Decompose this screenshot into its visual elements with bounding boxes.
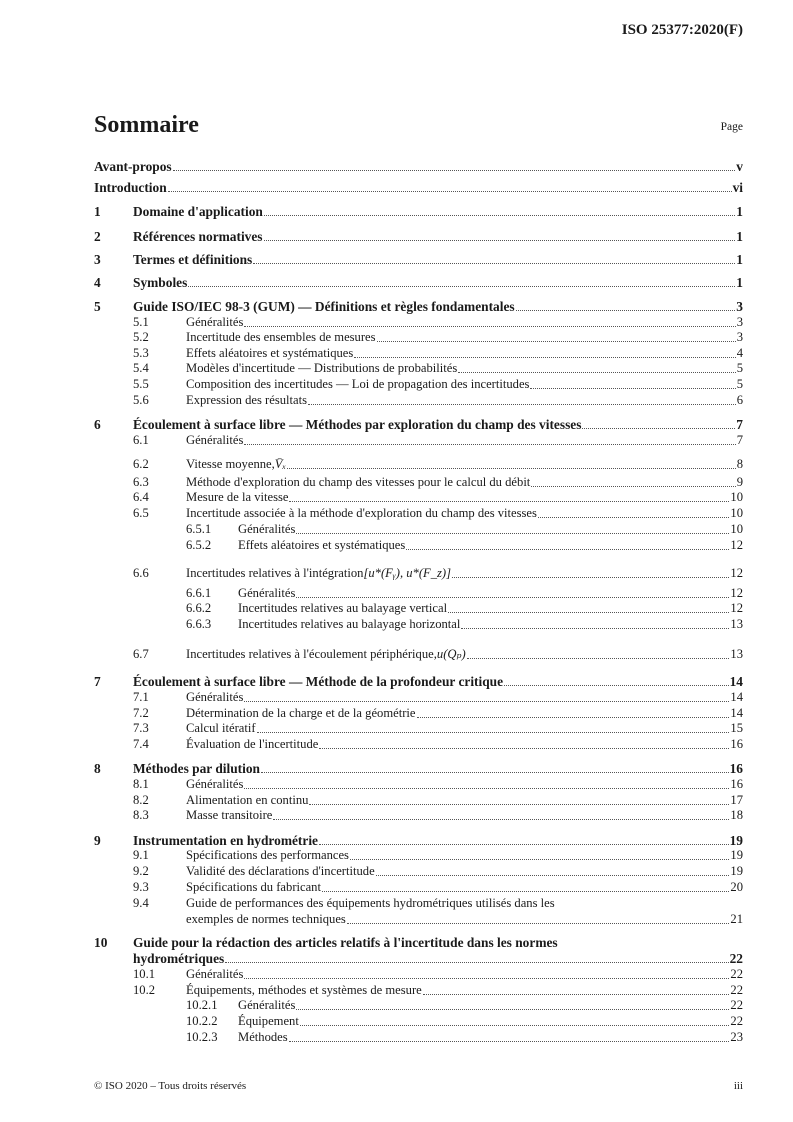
toc-entry-title: Validité des déclarations d'incertitude [186,864,375,878]
toc-entry-number: 7.3 [133,721,149,735]
toc-entry-page: 5 [736,361,743,375]
toc-entry-formula: V̄ₓ [274,457,287,471]
toc-entry-title: Termes et définitions [133,252,253,267]
toc-entry-number: 10.2.2 [186,1014,218,1028]
leader-dots [530,388,735,389]
toc-entry-number: 7 [94,674,101,689]
toc-entry-title: exemples de normes techniques [186,912,346,926]
toc-entry-number: 8.3 [133,808,149,822]
toc-entry-number: 9 [94,833,101,848]
leader-dots [377,341,736,342]
toc-entry-title: Symboles [133,275,188,290]
toc-entry-page: 18 [730,808,743,822]
toc-entry-page: 9 [736,475,743,489]
toc-entry-page: 19 [729,833,743,848]
toc-entry-number: 2 [94,229,101,244]
toc-entry-title: Généralités [238,998,296,1012]
toc-entry-title: Domaine d'application [133,204,263,219]
toc-entry-title: Évaluation de l'incertitude [186,737,319,751]
toc-entry-number: 8 [94,761,101,776]
toc-entry-number: 5.3 [133,346,149,360]
leader-dots [244,326,735,327]
toc-entry-number: 6.7 [133,647,149,661]
leader-dots [309,804,729,805]
leader-dots [350,859,729,860]
toc-entry-title: Généralités [186,690,244,704]
toc-entry-page: 10 [730,506,743,520]
toc-entry-title: Expression des résultats [186,393,308,407]
leader-dots [296,533,729,534]
toc-entry-number: 1 [94,204,101,219]
leader-dots [347,923,730,924]
toc-entry-page: 22 [730,983,743,997]
toc-entry-title: Méthode d'exploration du champ des vitesses pour le calcul du débit [186,475,531,489]
toc-entry-number: 5.4 [133,361,149,375]
toc-entry-number: 10 [94,935,108,950]
toc-entry-title: Vitesse moyenne, [186,457,275,471]
toc-entry-page: 8 [736,457,743,471]
toc-entry-page: 1 [736,229,743,244]
toc-entry-page: 14 [730,706,743,720]
toc-entry-page: 5 [736,377,743,391]
toc-entry-number: 6.1 [133,433,149,447]
toc-entry-formula: [u*(Fᵧ), u*(F_z)] [363,566,452,580]
toc-entry-title: Écoulement à surface libre — Méthode de la profondeur critique [133,674,504,689]
toc-entry-number: 6.6 [133,566,149,580]
leader-dots [264,215,735,216]
toc-entry-title: Calcul itératif [186,721,256,735]
toc-entry-page: 16 [730,777,743,791]
toc-entry-number: 4 [94,275,101,290]
toc-entry-page: 1 [736,204,743,219]
toc-entry-title: Incertitudes relatives à l'intégration [186,566,364,580]
toc-entry-title: Masse transitoire [186,808,273,822]
toc-entry-number: 3 [94,252,101,267]
toc-entry-title: Équipements, méthodes et systèmes de mesure [186,983,422,997]
toc-entry-page: 12 [730,566,743,580]
leader-dots [244,978,729,979]
toc-entry-page: 12 [730,586,743,600]
toc-entry-page: 15 [730,721,743,735]
toc-entry-number: 10.2.3 [186,1030,218,1044]
toc-entry-page: 10 [730,490,743,504]
toc-entry-page: 10 [730,522,743,536]
toc-entry-number: 10.2 [133,983,156,997]
toc-entry-number: 10.2.1 [186,998,218,1012]
toc-entry-page: v [736,159,743,174]
toc-entry-title: Composition des incertitudes — Loi de propagation des incertitudes [186,377,530,391]
toc-entry-title: Incertitude des ensembles de mesures [186,330,376,344]
toc-entry-number: 6.5.2 [186,538,212,552]
toc-entry-page: 19 [730,848,743,862]
toc-entry-number: 5 [94,299,101,314]
toc-entry-title: Spécifications des performances [186,848,349,862]
toc-entry-page: 22 [730,1014,743,1028]
toc-entry-title: Généralités [238,586,296,600]
leader-dots [264,240,736,241]
toc-entry-number: 6.6.2 [186,601,212,615]
toc-entry-number: 9.3 [133,880,149,894]
leader-dots [504,685,729,686]
leader-dots [376,875,730,876]
footer-copyright: © ISO 2020 – Tous droits réservés [94,1080,247,1092]
toc-entry-title: Généralités [186,967,244,981]
leader-dots [322,891,729,892]
toc-entry-number: 9.4 [133,896,149,910]
leader-dots [296,1009,729,1010]
footer-page-number: iii [733,1080,743,1092]
toc-entry-number: 9.1 [133,848,149,862]
toc-entry-number: 5.1 [133,315,149,329]
leader-dots [582,428,735,429]
toc-entry-page: 13 [730,647,743,661]
toc-entry-title: Incertitudes relatives au balayage vertical [238,601,448,615]
leader-dots [168,191,732,192]
toc-entry-title: Effets aléatoires et systématiques [238,538,406,552]
toc-entry-page: 14 [729,674,743,689]
toc-entry-number: 10.1 [133,967,156,981]
toc-entry-page: 3 [736,299,743,314]
leader-dots [173,170,736,171]
toc-entry-title: Alimentation en continu [186,793,309,807]
toc-entry-formula: u(Qₚ) [436,647,466,661]
toc-entry-title: Généralités [238,522,296,536]
page-title: Sommaire [94,112,199,138]
toc-entry-title: Effets aléatoires et systématiques [186,346,354,360]
toc-entry-title: Incertitudes relatives au balayage horizontal [238,617,461,631]
toc-entry-page: 13 [730,617,743,631]
toc-entry-page: 23 [730,1030,743,1044]
leader-dots [538,517,729,518]
toc-entry-page: 22 [729,951,743,966]
leader-dots [452,577,729,578]
toc-entry-title: Guide ISO/IEC 98-3 (GUM) — Définitions et règles fondamentales [133,299,515,314]
leader-dots [319,844,729,845]
leader-dots [516,310,736,311]
toc-entry-title: Méthodes par dilution [133,761,260,776]
toc-entry-title: Modèles d'incertitude — Distributions de probabilités [186,361,458,375]
leader-dots [188,286,735,287]
toc-entry-number: 5.5 [133,377,149,391]
toc-entry-page: 22 [730,998,743,1012]
toc-entry-page: 1 [736,275,743,290]
leader-dots [289,501,729,502]
toc-entry-title: Détermination de la charge et de la géométrie [186,706,416,720]
leader-dots [467,658,730,659]
toc-entry-number: 6.5 [133,506,149,520]
toc-entry-number: 6.6.3 [186,617,212,631]
toc-entry-page: 1 [736,252,743,267]
toc-entry-title: Généralités [186,777,244,791]
toc-entry-title: Avant-propos [94,159,172,174]
leader-dots [244,444,735,445]
toc-entry-number: 5.6 [133,393,149,407]
leader-dots [531,486,735,487]
leader-dots [458,372,735,373]
toc-entry-number: 7.4 [133,737,149,751]
toc-entry-title: Mesure de la vitesse [186,490,289,504]
toc-entry-page: 22 [730,967,743,981]
toc-entry-page: 3 [736,315,743,329]
leader-dots [244,701,729,702]
leader-dots [319,748,729,749]
toc-entry-number: 6.4 [133,490,149,504]
document-header: ISO 25377:2020(F) [621,22,743,38]
leader-dots [244,788,729,789]
toc-entry-title: Écoulement à surface libre — Méthodes par exploration du champ des vitesses [133,417,582,432]
leader-dots [289,1041,730,1042]
toc-entry-page: 7 [736,417,743,432]
toc-entry-page: 6 [736,393,743,407]
toc-entry-number: 7.2 [133,706,149,720]
leader-dots [273,819,729,820]
leader-dots [261,772,729,773]
toc-entry-number: 6.2 [133,457,149,471]
toc-entry-page: 12 [730,601,743,615]
toc-entry-page: 7 [736,433,743,447]
toc-entry-page: 16 [730,737,743,751]
toc-entry-title: Généralités [186,315,244,329]
leader-dots [225,962,728,963]
toc-entry-page: vi [732,180,743,195]
toc-entry-page: 4 [736,346,743,360]
leader-dots [296,597,729,598]
toc-entry-number: 7.1 [133,690,149,704]
toc-entry-number: 5.2 [133,330,149,344]
leader-dots [448,612,729,613]
leader-dots [253,263,735,264]
toc-entry-page: 14 [730,690,743,704]
toc-entry-page: 12 [730,538,743,552]
leader-dots [354,357,735,358]
toc-entry-title: Incertitude associée à la méthode d'exploration du champ des vitesses [186,506,537,520]
toc-entry-title: Spécifications du fabricant [186,880,321,894]
leader-dots [406,549,729,550]
toc-entry-number: 9.2 [133,864,149,878]
toc-entry-number: 6 [94,417,101,432]
toc-entry-title: Équipement [238,1014,299,1028]
leader-dots [257,732,730,733]
leader-dots [423,994,730,995]
toc-entry-title: Introduction [94,180,167,195]
toc-entry-number: 8.1 [133,777,149,791]
toc-entry-title: Méthodes [238,1030,288,1044]
toc-entry-title-line1: Guide de performances des équipements hydrométriques utilisés dans les [186,896,555,910]
toc-entry-number: 6.3 [133,475,149,489]
toc-entry-page: 17 [730,793,743,807]
leader-dots [417,717,730,718]
toc-entry-title-line1: Guide pour la rédaction des articles relatifs à l'incertitude dans les normes [133,935,558,950]
toc-entry-title: Instrumentation en hydrométrie [133,833,318,848]
toc-entry-title: Références normatives [133,229,263,244]
toc-entry-title: Généralités [186,433,244,447]
toc-entry-number: 6.6.1 [186,586,212,600]
toc-entry-page: 16 [729,761,743,776]
leader-dots [287,468,736,469]
page-column-label: Page [720,121,743,133]
toc-entry-title: Incertitudes relatives à l'écoulement périphérique, [186,647,437,661]
leader-dots [300,1025,730,1026]
leader-dots [308,404,736,405]
toc-entry-number: 8.2 [133,793,149,807]
toc-entry-page: 21 [730,912,743,926]
toc-entry-page: 20 [730,880,743,894]
leader-dots [461,628,729,629]
toc-entry-page: 3 [736,330,743,344]
toc-entry-number: 6.5.1 [186,522,212,536]
toc-entry-title: hydrométriques [133,951,225,966]
toc-entry-page: 19 [730,864,743,878]
